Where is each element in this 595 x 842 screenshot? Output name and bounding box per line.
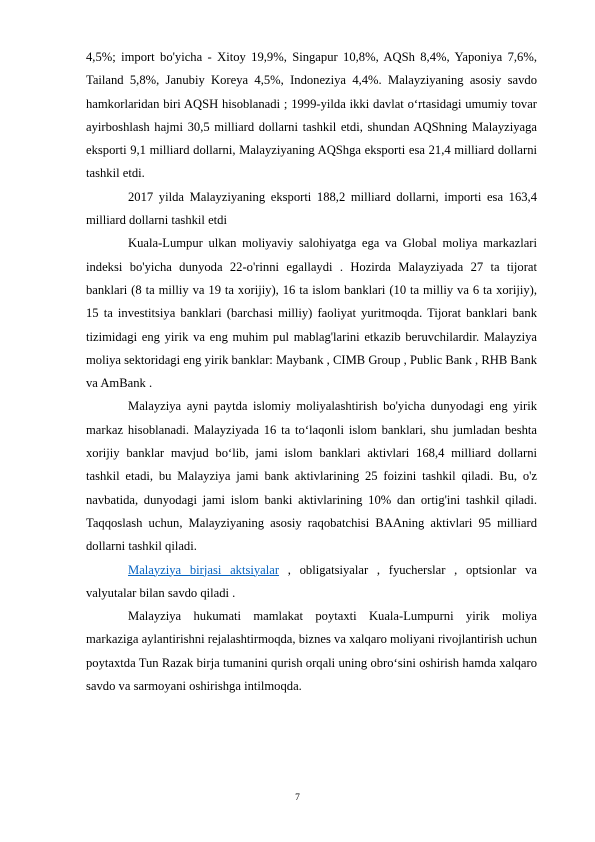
- paragraph-trade-partners: 4,5%; import bo'yicha - Xitoy 19,9%, Singapur 10,8%, AQSh 8,4%, Yaponiya 7,6%, Tailand 5,8%, Janubiy Koreya 4,5%, Indoneziya 4,4%. Malayziyaning asosiy savdo hamkorlaridan biri AQSH hisoblanadi ; 1999-yilda ikki davlat oʻrtasidagi umumiy tovar ayirboshlash hajmi 30,5 milliard dollarni tashkil etdi, shundan AQShning Malayziyaga eksporti 9,1 milliard dollarni, Malayziyaning AQShga eksporti esa 21,4 milliard dollarni tashkil etdi.: [86, 50, 537, 181]
- paragraph-export-import-2017: 2017 yilda Malayziyaning eksporti 188,2 milliard dollarni, importi esa 163,4 milliard dollarni tashkil etdi: [86, 189, 537, 228]
- paragraph-financial-center-plan: Malayziya hukumati mamlakat poytaxti Kuala-Lumpurni yirik moliya markaziga aylantirishni rejalashtirmoqda, biznes va xalqaro moliyani rivojlantirish uchun poytaxtda Tun Razak birja tumanini qurish orqali uning obroʻsini oshirish hamda xalqaro savdo va sarmoyani oshirishga intilmoqda.: [86, 609, 537, 694]
- page-number: 7: [295, 793, 300, 803]
- paragraph-banking-sector: Kuala-Lumpur ulkan moliyaviy salohiyatga ega va Global moliya markazlari indeksi bo'yicha dunyoda 22-o'rinni egallaydi . Hozirda Malayziyada 27 ta tijorat banklari (8 ta milliy va 19 ta xorijiy), 16 ta islom banklari (10 ta milliy va 6 ta xorijiy), 15 ta investitsiya banklari (barchasi milliy) faoliyat yuritmoqda. Tijorat banklari bank tizimidagi eng yirik va eng muhim pul mablag'larini etkazib beruvchilardir. Malayziya moliya sektoridagi eng yirik banklar: Maybank , CIMB Group , Public Bank , RHB Bank va AmBank .: [86, 236, 537, 391]
- stock-exchange-link[interactable]: Malayziya birjasi aktsiyalar: [128, 562, 280, 577]
- document-body: [86, 46, 537, 698]
- paragraph-islamic-finance: Malayziya ayni paytda islomiy moliyalashtirish bo'yicha dunyodagi eng yirik markaz hisoblanadi. Malayziyada 16 ta toʻlaqonli islom banklari, shu jumladan beshta xorijiy banklar mavjud boʻlib, jami islom banklari aktivlari 168,4 milliard dollarni tashkil etadi, bu Malayziya jami bank aktivlarining 25 foizini tashkil qiladi. Bu, o'z navbatida, dunyodagi jami islom banki aktivlarining 10% dan ortig'ini tashkil qiladi. Taqqoslash uchun, Malayziyaning asosiy raqobatchisi BAAning aktivlari 95 milliard dollarni tashkil qiladi.: [86, 399, 537, 554]
- paragraph-stock-exchange: [86, 559, 537, 606]
- stock-exchange-text: , obligatsiyalar , fyucherslar , optsionlar va valyutalar bilan savdo qiladi .: [86, 562, 537, 600]
